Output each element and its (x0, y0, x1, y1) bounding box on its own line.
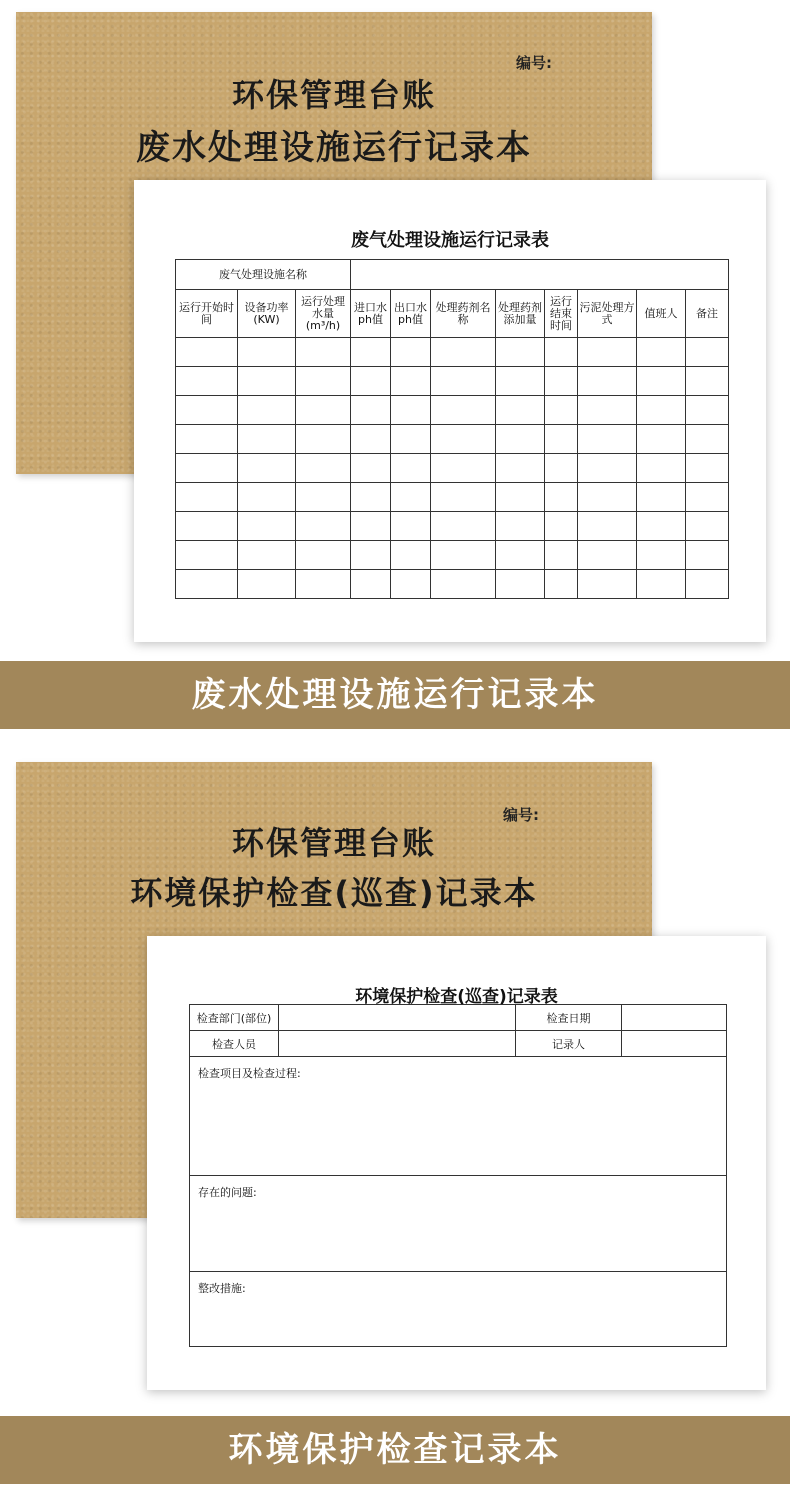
table-cell[interactable] (578, 425, 637, 454)
record-table (175, 259, 729, 599)
table-row (176, 483, 729, 512)
table-cell[interactable] (637, 454, 686, 483)
column-header: 处理药剂名称 (431, 290, 496, 338)
table-cell[interactable] (351, 396, 391, 425)
table-cell[interactable] (637, 396, 686, 425)
table-cell[interactable] (496, 570, 545, 599)
table-cell[interactable] (176, 570, 238, 599)
table-cell[interactable] (238, 483, 296, 512)
table-cell[interactable] (496, 338, 545, 367)
table-cell[interactable] (496, 396, 545, 425)
table-cell[interactable] (637, 512, 686, 541)
table-cell[interactable] (351, 570, 391, 599)
table-cell[interactable] (578, 454, 637, 483)
table-cell[interactable] (686, 512, 729, 541)
table-cell[interactable] (238, 541, 296, 570)
table-cell[interactable] (496, 425, 545, 454)
sheet-title: 废气处理设施运行记录表 (351, 230, 549, 251)
table-cell[interactable] (391, 512, 431, 541)
table-cell[interactable] (686, 570, 729, 599)
table-cell[interactable] (578, 396, 637, 425)
table-cell[interactable] (238, 425, 296, 454)
table-cell[interactable] (431, 454, 496, 483)
table-cell[interactable] (391, 338, 431, 367)
table-cell[interactable] (545, 454, 578, 483)
table-cell[interactable] (391, 367, 431, 396)
table-row (176, 396, 729, 425)
table-cell[interactable] (637, 541, 686, 570)
table-row (176, 338, 729, 367)
table-cell[interactable] (545, 396, 578, 425)
table-cell[interactable] (578, 367, 637, 396)
table-cell[interactable] (296, 396, 351, 425)
table-cell[interactable] (578, 570, 637, 599)
sheet-title-2: 环境保护检查(巡查)记录表 (355, 987, 558, 1007)
table-cell[interactable] (637, 570, 686, 599)
table-row (176, 454, 729, 483)
table-cell[interactable] (176, 512, 238, 541)
column-header: 出口水ph值 (391, 290, 431, 338)
table-cell[interactable] (686, 454, 729, 483)
table-cell[interactable] (578, 338, 637, 367)
dept-value (279, 1005, 516, 1030)
table-cell[interactable] (296, 338, 351, 367)
table-cell[interactable] (238, 512, 296, 541)
table-cell[interactable] (637, 338, 686, 367)
column-header: 运行处理水量(m³/h) (296, 290, 351, 338)
table-cell[interactable] (496, 541, 545, 570)
inspection-form (189, 1004, 727, 1347)
table-cell[interactable] (431, 483, 496, 512)
table-cell[interactable] (351, 454, 391, 483)
column-header: 进口水ph值 (351, 290, 391, 338)
table-cell[interactable] (545, 541, 578, 570)
table-cell[interactable] (578, 483, 637, 512)
form-row-dept (190, 1005, 726, 1031)
items-section (190, 1057, 726, 1175)
table-cell[interactable] (176, 425, 238, 454)
table-cell[interactable] (391, 570, 431, 599)
table-cell[interactable] (391, 483, 431, 512)
table-cell[interactable] (391, 454, 431, 483)
inspector-value (279, 1031, 516, 1056)
table-cell[interactable] (238, 338, 296, 367)
cover-serial-label-2: 编号: (503, 806, 539, 824)
table-cell[interactable] (391, 396, 431, 425)
table-cell[interactable] (545, 483, 578, 512)
table-cell[interactable] (351, 425, 391, 454)
date-label: 检查日期 (516, 1005, 622, 1030)
table-cell[interactable] (176, 483, 238, 512)
table-cell[interactable] (431, 570, 496, 599)
measures-label: 整改措施: (198, 1282, 246, 1295)
cover-serial-label: 编号: (516, 54, 552, 72)
table-cell[interactable] (686, 338, 729, 367)
table-cell[interactable] (431, 396, 496, 425)
table-cell[interactable] (176, 454, 238, 483)
table-cell[interactable] (296, 367, 351, 396)
table-cell[interactable] (391, 425, 431, 454)
table-row (176, 541, 729, 570)
table-cell[interactable] (238, 570, 296, 599)
table-cell[interactable] (296, 425, 351, 454)
table-cell[interactable] (238, 454, 296, 483)
table-cell[interactable] (296, 483, 351, 512)
column-header: 设备功率(KW) (238, 290, 296, 338)
table-cell[interactable] (637, 425, 686, 454)
inspection-record-sheet (147, 936, 766, 1390)
column-header: 运行开始时间 (176, 290, 238, 338)
table-cell[interactable] (545, 570, 578, 599)
table-cell[interactable] (578, 541, 637, 570)
table-cell[interactable] (176, 541, 238, 570)
table-row (176, 570, 729, 599)
column-header: 值班人 (637, 290, 686, 338)
problems-label: 存在的问题: (198, 1186, 257, 1199)
table-row (176, 512, 729, 541)
table-cell[interactable] (578, 512, 637, 541)
table-cell[interactable] (545, 512, 578, 541)
wastewater-record-sheet (134, 180, 766, 642)
table-row (176, 367, 729, 396)
table-cell[interactable] (431, 512, 496, 541)
cover-title-line1: 环保管理台账 (231, 76, 436, 114)
inspection-banner: 环境保护检查记录本 (0, 1416, 790, 1484)
table-cell[interactable] (496, 512, 545, 541)
table-cell[interactable] (351, 483, 391, 512)
table-cell[interactable] (391, 541, 431, 570)
table-cell[interactable] (351, 512, 391, 541)
cover-title-line2: 废水处理设施运行记录本 (136, 128, 532, 168)
table-cell[interactable] (351, 541, 391, 570)
column-header: 运行结束时间 (545, 290, 578, 338)
table-cell[interactable] (296, 570, 351, 599)
facility-name-value (351, 260, 729, 290)
inspector-label: 检查人员 (190, 1031, 279, 1056)
table-cell[interactable] (351, 338, 391, 367)
facility-name-label: 废气处理设施名称 (176, 260, 351, 290)
wastewater-banner: 废水处理设施运行记录本 (0, 661, 790, 729)
table-row (176, 425, 729, 454)
table-cell[interactable] (296, 541, 351, 570)
form-row-inspector (190, 1031, 726, 1057)
table-cell[interactable] (176, 396, 238, 425)
cover-title-line2-2: 环境保护检查(巡查)记录本 (130, 874, 538, 912)
measures-section (190, 1271, 726, 1347)
table-cell[interactable] (545, 425, 578, 454)
table-cell[interactable] (296, 454, 351, 483)
items-label: 检查项目及检查过程: (198, 1067, 301, 1080)
table-cell[interactable] (431, 425, 496, 454)
table-cell[interactable] (176, 367, 238, 396)
problems-section (190, 1175, 726, 1271)
table-cell[interactable] (351, 367, 391, 396)
column-header: 污泥处理方式 (578, 290, 637, 338)
table-cell[interactable] (431, 367, 496, 396)
recorder-label: 记录人 (516, 1031, 622, 1056)
column-header: 处理药剂添加量 (496, 290, 545, 338)
table-cell[interactable] (496, 454, 545, 483)
table-cell[interactable] (545, 367, 578, 396)
table-cell[interactable] (496, 367, 545, 396)
table-cell[interactable] (545, 338, 578, 367)
table-cell[interactable] (686, 367, 729, 396)
table-cell[interactable] (238, 396, 296, 425)
table-cell[interactable] (296, 512, 351, 541)
table-cell[interactable] (637, 483, 686, 512)
cover-title-line1-2: 环保管理台账 (231, 824, 436, 862)
table-cell[interactable] (637, 367, 686, 396)
table-cell[interactable] (238, 367, 296, 396)
table-cell[interactable] (431, 541, 496, 570)
table-cell[interactable] (496, 483, 545, 512)
table-cell[interactable] (431, 338, 496, 367)
table-cell[interactable] (686, 396, 729, 425)
table-cell[interactable] (176, 338, 238, 367)
table-cell[interactable] (686, 483, 729, 512)
dept-label: 检查部门(部位) (190, 1005, 279, 1030)
table-cell[interactable] (686, 541, 729, 570)
table-cell[interactable] (686, 425, 729, 454)
column-header: 备注 (686, 290, 729, 338)
